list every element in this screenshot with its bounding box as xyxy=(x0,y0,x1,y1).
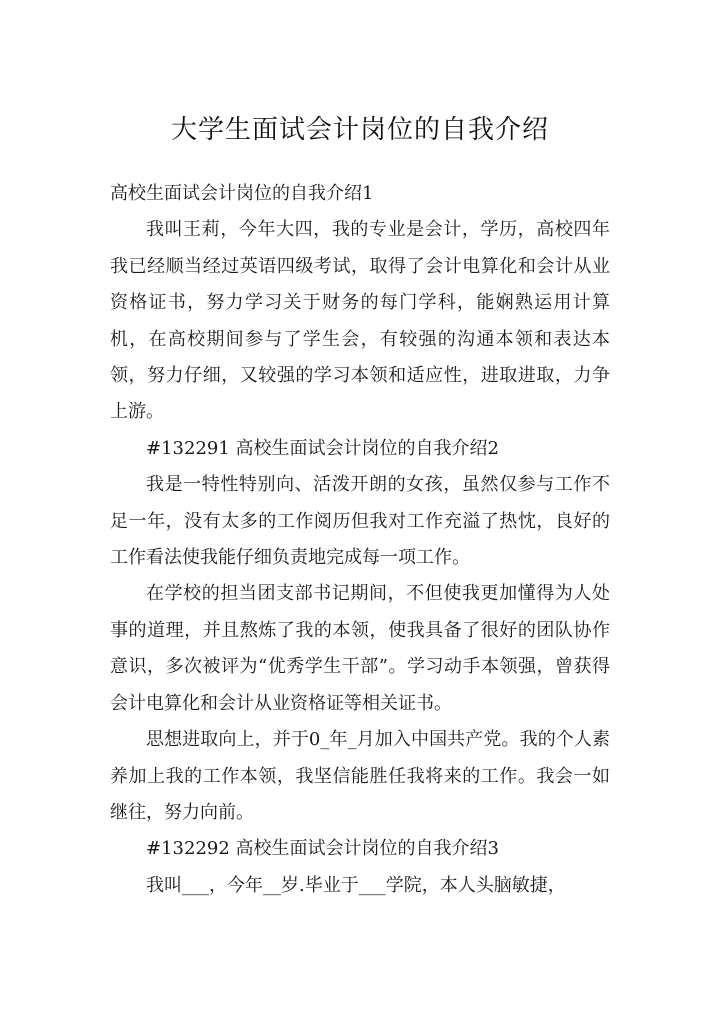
document-title: 大学生面试会计岗位的自我介绍 xyxy=(170,115,549,145)
paragraph-2: 我是一特性特别向、活泼开朗的女孩，虽然仅参与工作不足一年，没有太多的工作阅历但我对工作充溢了热忱，良好的工作看法使我能仔细负责地完成每一项工作。 xyxy=(110,474,610,569)
section-heading-1: 高校生面试会计岗位的自我介绍1 xyxy=(110,183,374,204)
paragraph-1: 我叫王莉，今年大四，我的专业是会计，学历，高校四年我已经顺当经过英语四级考试，取得了会计电算化和会计从业资格证书，努力学习关于财务的每门学科，能娴熟运用计算机，在高校期间参与了学生会，有较强的沟通本领和表达本领，努力仔细，又较强的学习本领和适应性，进取进取，力争上游。 xyxy=(110,219,610,423)
paragraph-3: 在学校的担当团支部书记期间，不但使我更加懂得为人处事的道理，并且熬炼了我的本领，使我具备了很好的团队协作意识，多次被评为“优秀学生干部”。学习动手本领强，曾获得会计电算化和会计从业资格证等相关证书。 xyxy=(110,583,610,714)
paragraph-4: 思想进取向上，并于0_年_月加入中国共产党。我的个人素养加上我的工作本领，我坚信能胜任我将来的工作。我会一如继往，努力向前。 xyxy=(110,729,610,823)
paragraph-5: 我叫___，今年__岁.毕业于___学院，本人头脑敏捷， xyxy=(146,874,566,896)
section-heading-2: #132291 高校生面试会计岗位的自我介绍2 xyxy=(146,437,499,459)
document-body xyxy=(110,176,610,904)
section-heading-3: #132292 高校生面试会计岗位的自我介绍3 xyxy=(146,838,499,860)
